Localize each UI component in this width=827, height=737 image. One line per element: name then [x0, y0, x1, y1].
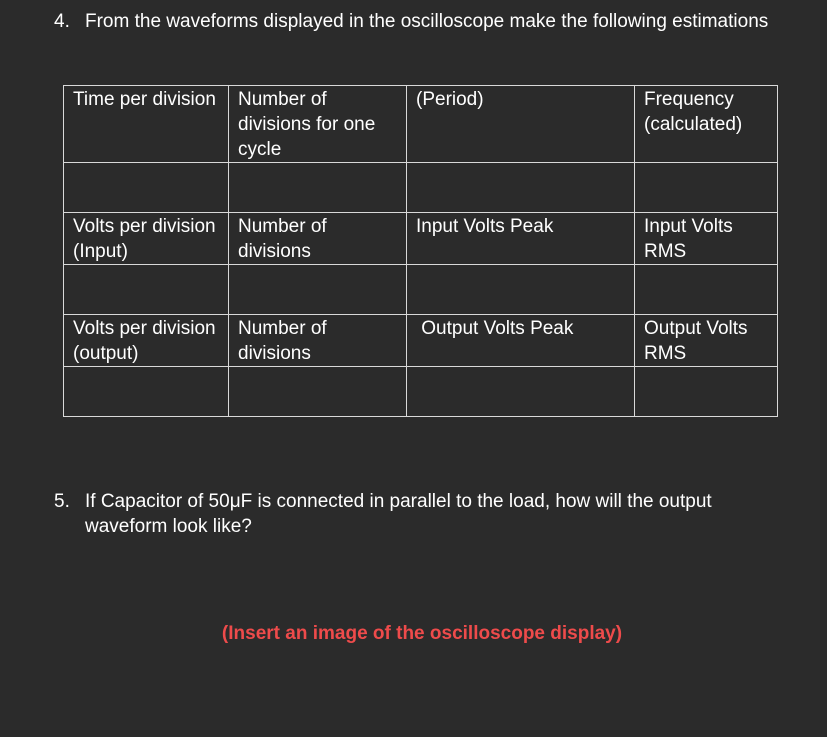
cell-output-divisions-entry[interactable] [229, 367, 407, 417]
question-4-text: From the waveforms displayed in the oscilloscope make the following estimations [85, 11, 769, 32]
cell-divisions-per-cycle-entry[interactable] [229, 163, 407, 213]
cell-input-divisions-label: Number of divisions [229, 213, 407, 265]
cell-output-volts-peak-entry[interactable] [407, 367, 635, 417]
cell-divisions-per-cycle-label: Number of divisions for one cycle [229, 86, 407, 163]
cell-input-volts-rms-entry[interactable] [635, 265, 778, 315]
table-row-input-labels [64, 213, 778, 265]
table-row-output-labels [64, 315, 778, 367]
cell-frequency-entry[interactable] [635, 163, 778, 213]
cell-input-volts-peak-label: Input Volts Peak [407, 213, 635, 265]
cell-input-volts-peak-entry[interactable] [407, 265, 635, 315]
cell-output-divisions-label: Number of divisions [229, 315, 407, 367]
cell-input-divisions-entry[interactable] [229, 265, 407, 315]
cell-input-volts-per-division-entry[interactable] [64, 265, 229, 315]
cell-time-per-division-label: Time per division [64, 86, 229, 163]
cell-output-volts-rms-entry[interactable] [635, 367, 778, 417]
cell-output-volts-per-division-label: Volts per division (output) [64, 315, 229, 367]
cell-input-volts-per-division-label: Volts per division (Input) [64, 213, 229, 265]
question-5-number: 5. [54, 491, 70, 512]
cell-frequency-label: Frequency (calculated) [635, 86, 778, 163]
table-row-output-entry [64, 367, 778, 417]
insert-image-note: (Insert an image of the oscilloscope display) [221, 623, 623, 644]
cell-output-volts-peak-label: Output Volts Peak [407, 315, 635, 367]
cell-time-per-division-entry[interactable] [64, 163, 229, 213]
cell-period-label: (Period) [407, 86, 635, 163]
cell-output-volts-rms-label: Output Volts RMS [635, 315, 778, 367]
cell-period-entry[interactable] [407, 163, 635, 213]
cell-input-volts-rms-label: Input Volts RMS [635, 213, 778, 265]
table-row-input-entry [64, 265, 778, 315]
estimations-table [63, 85, 778, 417]
cell-output-volts-per-division-entry[interactable] [64, 367, 229, 417]
question-5-text: If Capacitor of 50μF is connected in parallel to the load, how will the output waveform look like? [85, 491, 712, 537]
question-4-number: 4. [54, 11, 70, 32]
table-row-timebase-labels [64, 86, 778, 163]
table-row-timebase-entry [64, 163, 778, 213]
